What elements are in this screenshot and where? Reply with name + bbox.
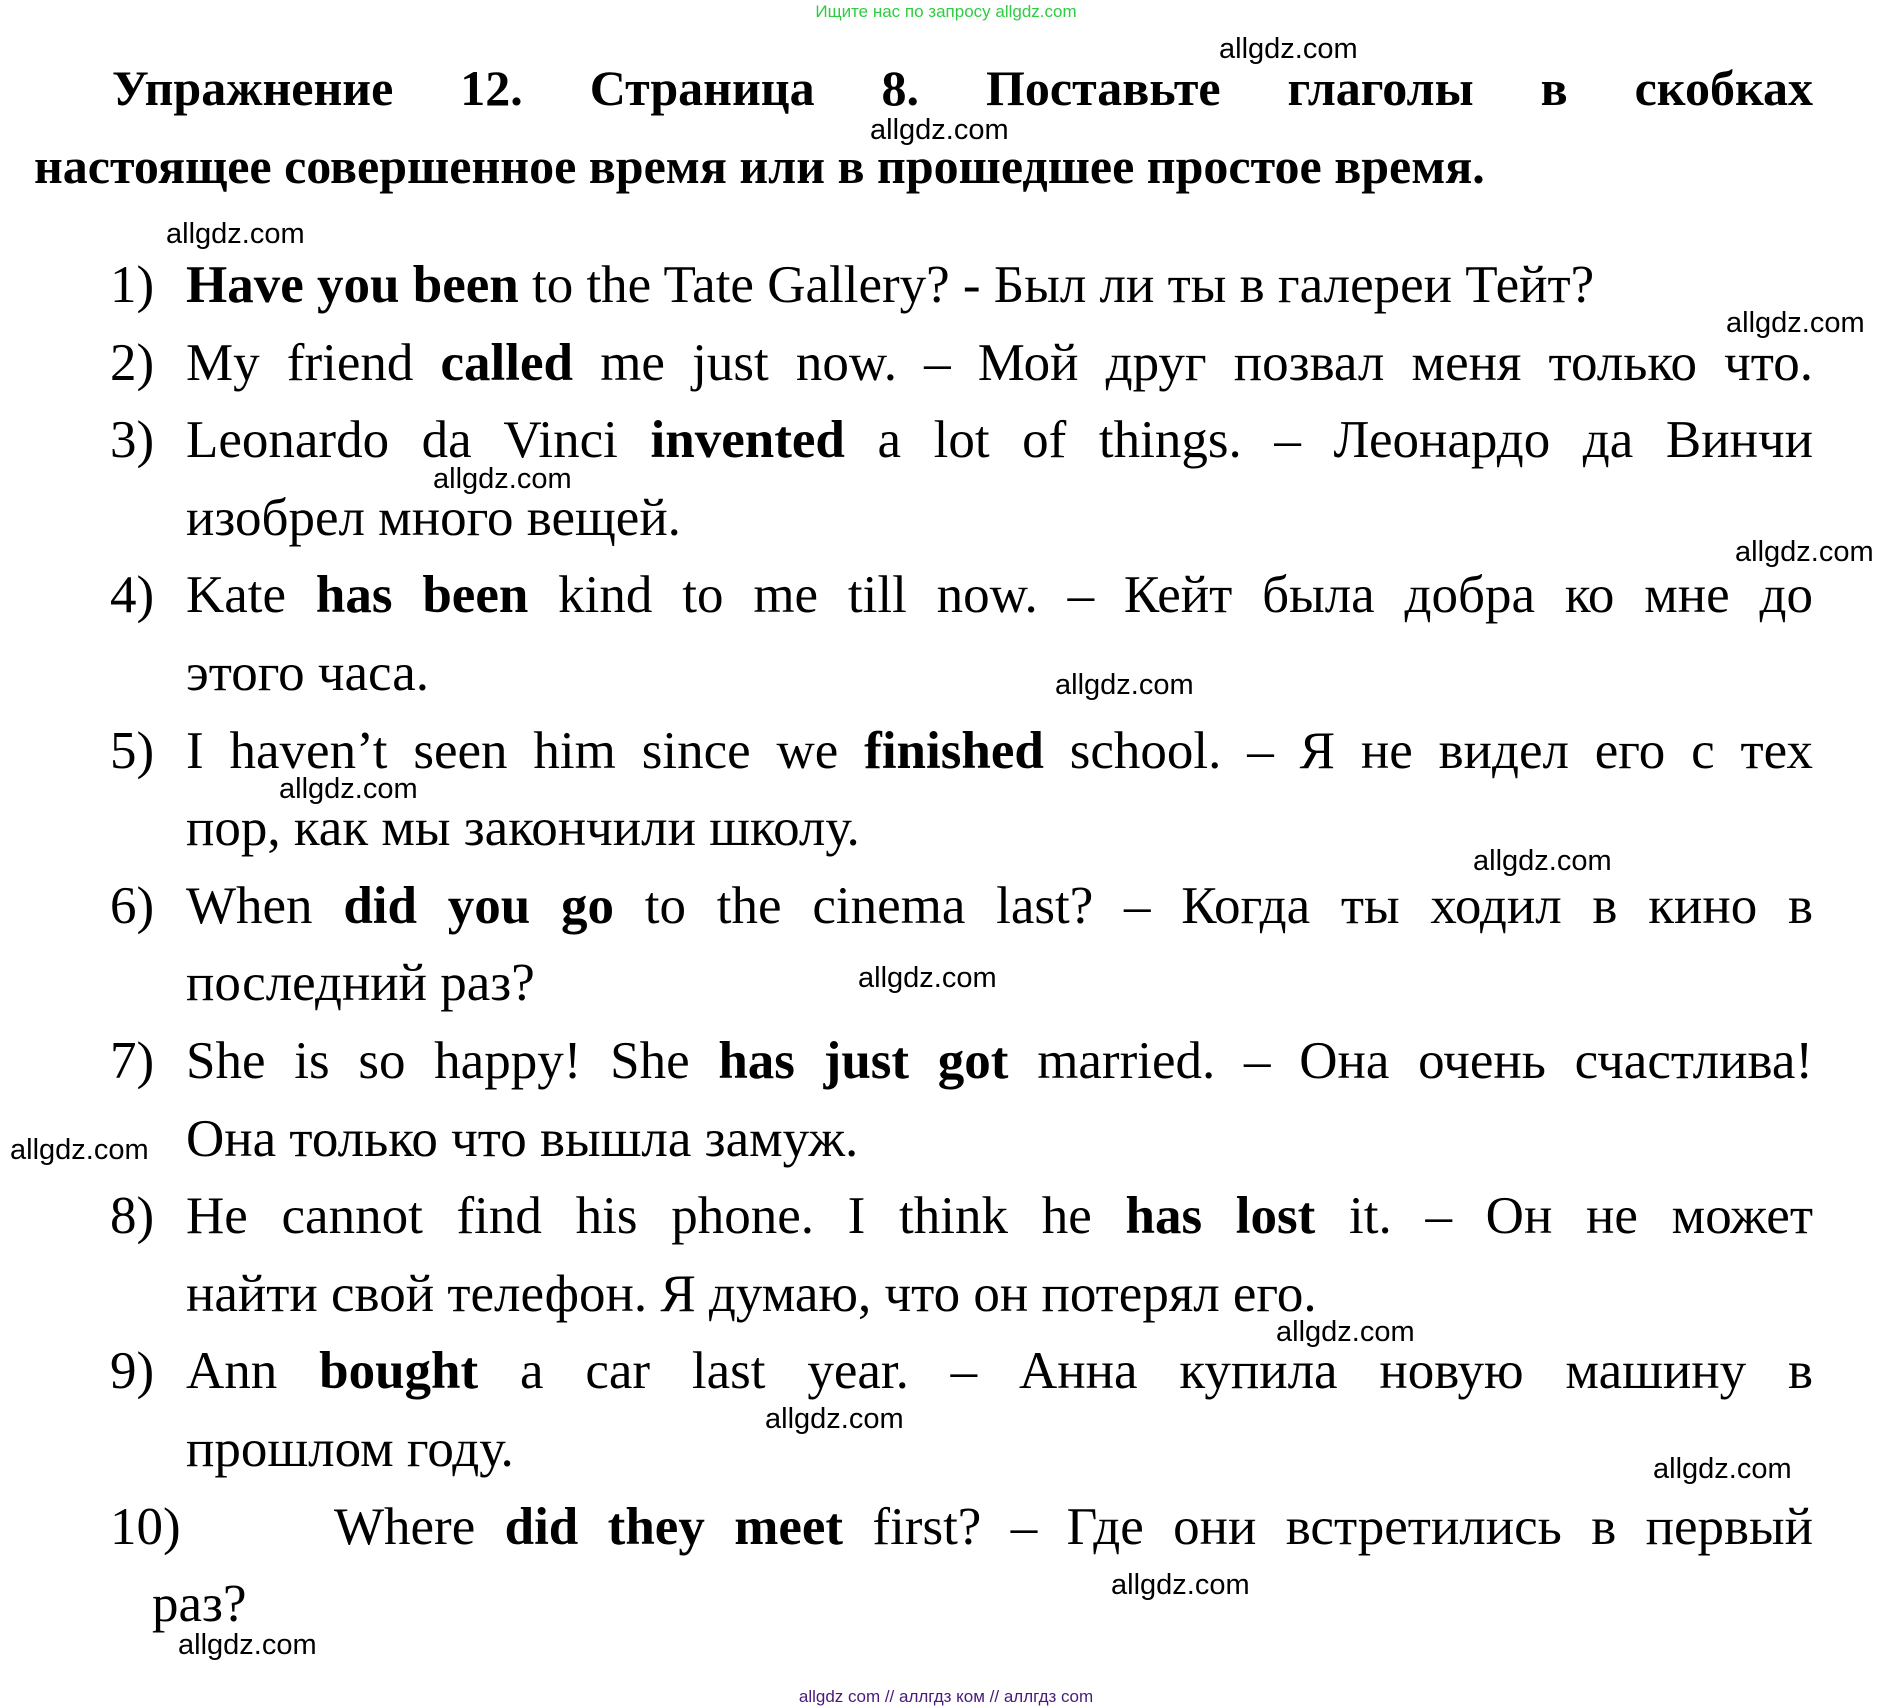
- answer-line: [186, 1339, 1813, 1403]
- watermark: allgdz.com: [1055, 669, 1194, 701]
- sentence-text: Ann: [186, 1342, 320, 1401]
- verb-answer: Have you been: [186, 256, 519, 314]
- sentence-text: to the cinema last? – Когда ты ходил в кино в: [614, 876, 1813, 935]
- bottom-banner: allgdz com // аллгдз ком // аллгдз com: [798, 1687, 1094, 1706]
- verb-answer: invented: [650, 411, 845, 470]
- answer-line: [186, 796, 860, 860]
- sentence-text: me just now. – Мой друг позвал меня только что.: [573, 333, 1813, 392]
- watermark: allgdz.com: [1653, 1453, 1792, 1485]
- exercise-title-line-1: Упражнение 12. Страница 8. Поставьте глаголы в скобках: [112, 60, 1813, 116]
- item-number: 1): [110, 256, 155, 314]
- answer-line: [186, 641, 429, 705]
- answer-line: [186, 253, 1594, 317]
- sentence-text: Leonardo da Vinci: [186, 411, 651, 470]
- watermark: allgdz.com: [433, 463, 572, 495]
- answer-line: [186, 1184, 1813, 1248]
- sentence-text: Where: [334, 1497, 505, 1556]
- sentence-text: найти свой телефон. Я думаю, что он потерял его.: [186, 1264, 1317, 1323]
- answer-line: [152, 1572, 246, 1636]
- sentence-text: My friend: [186, 333, 441, 392]
- watermark: allgdz.com: [1111, 1569, 1250, 1601]
- sentence-text: последний раз?: [186, 954, 535, 1013]
- item-number: 3): [110, 411, 155, 470]
- answer-line: [186, 719, 1813, 783]
- sentence-text: Kate: [186, 566, 316, 625]
- watermark: allgdz.com: [1735, 536, 1874, 568]
- item-number: 8): [110, 1187, 155, 1246]
- sentence-text: He cannot find his phone. I think he: [186, 1187, 1126, 1246]
- answer-line: [186, 331, 1813, 395]
- top-banner-link[interactable]: Ищите нас по запросу allgdz.com: [815, 2, 1077, 21]
- watermark: allgdz.com: [178, 1629, 317, 1661]
- verb-answer: did you go: [343, 876, 615, 935]
- sentence-text: When: [186, 876, 344, 935]
- sentence-text: married. – Она очень счастлива!: [1008, 1032, 1813, 1090]
- sentence-text: Она только что вышла замуж.: [186, 1109, 859, 1168]
- answer-line: [186, 563, 1813, 627]
- answer-line: [186, 1107, 858, 1171]
- item-number: 10): [110, 1497, 181, 1556]
- sentence-text: a car last year. – Анна купила новую машину в: [478, 1342, 1813, 1401]
- watermark: allgdz.com: [166, 218, 305, 250]
- watermark: allgdz.com: [10, 1134, 149, 1166]
- answer-line: [186, 1262, 1317, 1326]
- answer-line: [186, 1417, 514, 1481]
- watermark: allgdz.com: [1276, 1316, 1415, 1348]
- sentence-text: She is so happy! She: [186, 1032, 719, 1090]
- answer-line: [186, 486, 681, 550]
- exercise-title-line-2: настоящее совершенное время или в прошедшее простое время.: [34, 138, 1485, 194]
- answer-line: [186, 874, 1813, 938]
- sentence-text: раз?: [152, 1575, 247, 1634]
- sentence-text: пор, как мы закончили школу.: [186, 799, 860, 858]
- item-number: 5): [110, 721, 155, 780]
- sentence-text: to the Tate Gallery? - Был ли ты в галереи Тейт?: [518, 256, 1595, 314]
- answer-line: [186, 1029, 1813, 1093]
- answer-line: [334, 1495, 1813, 1559]
- watermark: allgdz.com: [858, 962, 997, 994]
- watermark: allgdz.com: [1219, 33, 1358, 65]
- watermark: allgdz.com: [1726, 307, 1865, 339]
- verb-answer: did they meet: [504, 1497, 844, 1556]
- sentence-text: a lot of things. – Леонардо да Винчи: [844, 411, 1813, 470]
- item-number: 9): [110, 1342, 155, 1401]
- sentence-text: school. – Я не видел его с тех: [1043, 721, 1813, 780]
- answer-line: [186, 951, 535, 1015]
- sentence-text: first? – Где они встретились в первый: [843, 1497, 1813, 1556]
- sentence-text: этого часа.: [186, 644, 430, 702]
- verb-answer: bought: [319, 1342, 479, 1401]
- sentence-text: it. – Он не может: [1315, 1187, 1813, 1246]
- verb-answer: has lost: [1125, 1187, 1316, 1246]
- item-number: 4): [110, 566, 155, 625]
- verb-answer: finished: [864, 721, 1044, 780]
- verb-answer: called: [440, 333, 574, 392]
- watermark: allgdz.com: [1473, 845, 1612, 877]
- answer-line: [186, 408, 1813, 472]
- watermark: allgdz.com: [279, 773, 418, 805]
- sentence-text: прошлом году.: [186, 1420, 514, 1478]
- item-number: 2): [110, 333, 155, 392]
- item-number: 6): [110, 876, 155, 935]
- watermark: allgdz.com: [765, 1403, 904, 1435]
- sentence-text: kind to me till now. – Кейт была добра ко мне до: [528, 566, 1813, 625]
- sentence-text: I haven’t seen him since we: [186, 721, 865, 780]
- item-number: 7): [110, 1032, 155, 1090]
- watermark: allgdz.com: [870, 114, 1009, 146]
- sentence-text: изобрел много вещей.: [186, 488, 681, 547]
- verb-answer: has been: [315, 566, 529, 625]
- verb-answer: has just got: [718, 1032, 1009, 1090]
